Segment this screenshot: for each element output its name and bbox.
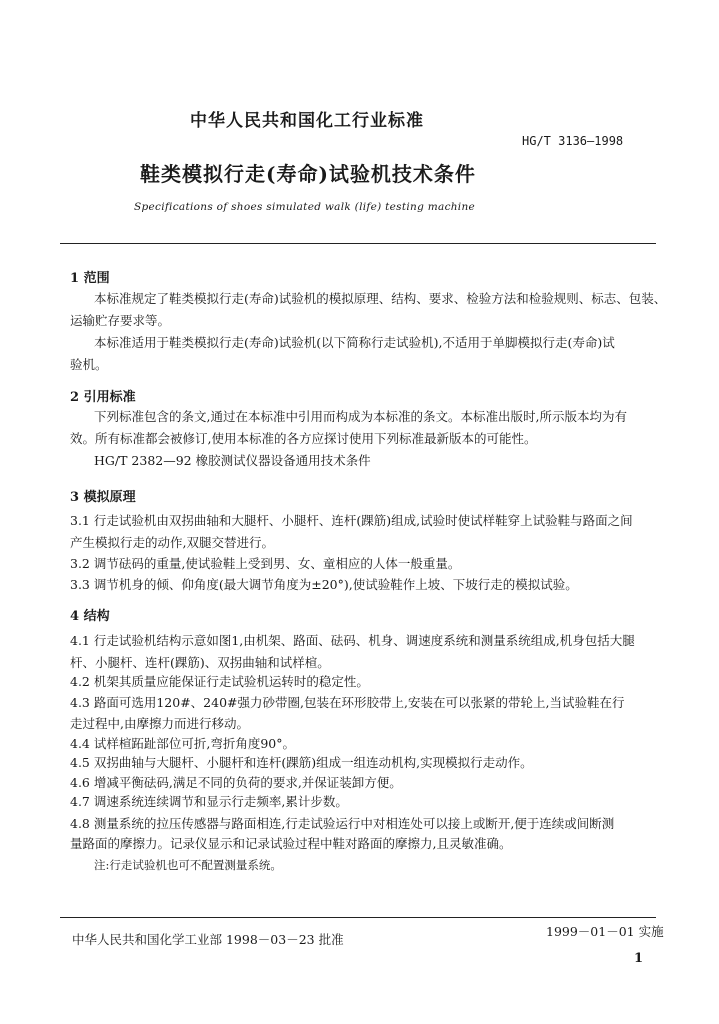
section-heading-scope: 1 范围 — [70, 271, 110, 286]
clause-line: 走过程中,由摩擦力而进行移动。 — [70, 716, 249, 731]
english-title: Specifications of shoes simulated walk (life) testing machine — [134, 201, 476, 213]
reference-entry: HG/T 2382—92 橡胶测试仪器设备通用技术条件 — [94, 453, 371, 468]
page-number: 1 — [634, 951, 644, 966]
paragraph-line: 效。所有标准都会被修订,使用本标准的各方应探讨使用下列标准最新版本的可能性。 — [70, 431, 537, 446]
clause-line: 杆、小腿杆、连杆(踝筋)、双拐曲轴和试样楦。 — [70, 655, 330, 670]
clause-line: 3.2 调节砝码的重量,使试验鞋上受到男、女、童相应的人体一般重量。 — [70, 556, 461, 571]
clause-line: 4.7 调速系统连续调节和显示行走频率,累计步数。 — [70, 794, 348, 809]
section-heading-structure: 4 结构 — [70, 609, 110, 624]
header-divider — [60, 243, 656, 244]
clause-line: 4.5 双拐曲轴与大腿杆、小腿杆和连杆(踝筋)组成一组连动机构,实现模拟行走动作。 — [70, 755, 533, 770]
clause-line: 4.2 机架其质量应能保证行走试验机运转时的稳定性。 — [70, 674, 369, 689]
structure-note: 注:行走试验机也可不配置测量系统。 — [94, 858, 282, 872]
clause-line: 4.4 试样楦跖趾部位可折,弯折角度90°。 — [70, 736, 295, 751]
section-heading-references: 2 引用标准 — [70, 390, 136, 405]
clause-line: 4.8 测量系统的拉压传感器与路面相连,行走试验运行中对相连处可以接上或断开,便于连续或间断测 — [70, 816, 615, 831]
approval-line: 中华人民共和国化学工业部 1998－03－23 批准 — [72, 932, 344, 947]
clause-line: 3.3 调节机身的倾、仰角度(最大调节角度为±20°),使试验鞋作上坡、下坡行走的模拟试验。 — [70, 577, 578, 592]
document-title: 鞋类模拟行走(寿命)试验机技术条件 — [140, 162, 476, 186]
paragraph-line: 运输贮存要求等。 — [70, 313, 171, 328]
standard-code: HG/T 3136—1998 — [522, 134, 624, 148]
paragraph-line: 本标准规定了鞋类模拟行走(寿命)试验机的模拟原理、结构、要求、检验方法和检验规则、标志、包装、 — [94, 291, 667, 306]
footer-divider — [60, 917, 656, 918]
clause-line: 产生模拟行走的动作,双腿交替进行。 — [70, 535, 274, 550]
issuing-organization: 中华人民共和国化工行业标准 — [190, 111, 424, 131]
paragraph-line: 验机。 — [70, 357, 108, 372]
paragraph-line: 下列标准包含的条文,通过在本标准中引用而构成为本标准的条文。本标准出版时,所示版本均为有 — [94, 409, 627, 424]
section-heading-principle: 3 模拟原理 — [70, 490, 136, 505]
clause-line: 4.3 路面可选用120#、240#强力砂带圈,包装在环形胶带上,安装在可以张紧的带轮上,当试验鞋在行 — [70, 695, 625, 710]
clause-line: 4.6 增减平衡砝码,满足不同的负荷的要求,并保证装卸方便。 — [70, 775, 402, 790]
clause-line: 4.1 行走试验机结构示意如图1,由机架、路面、砝码、机身、调速度系统和测量系统组成,机身包括大腿 — [70, 633, 635, 648]
clause-line: 3.1 行走试验机由双拐曲轴和大腿杆、小腿杆、连杆(踝筋)组成,试验时使试样鞋穿上试验鞋与路面之间 — [70, 513, 633, 528]
paragraph-line: 本标准适用于鞋类模拟行走(寿命)试验机(以下简称行走试验机),不适用于单脚模拟行走(寿命)试 — [94, 335, 615, 350]
clause-line: 量路面的摩擦力。记录仪显示和记录试验过程中鞋对路面的摩擦力,且灵敏准确。 — [70, 836, 512, 851]
implementation-date: 1999－01－01 实施 — [546, 924, 664, 939]
